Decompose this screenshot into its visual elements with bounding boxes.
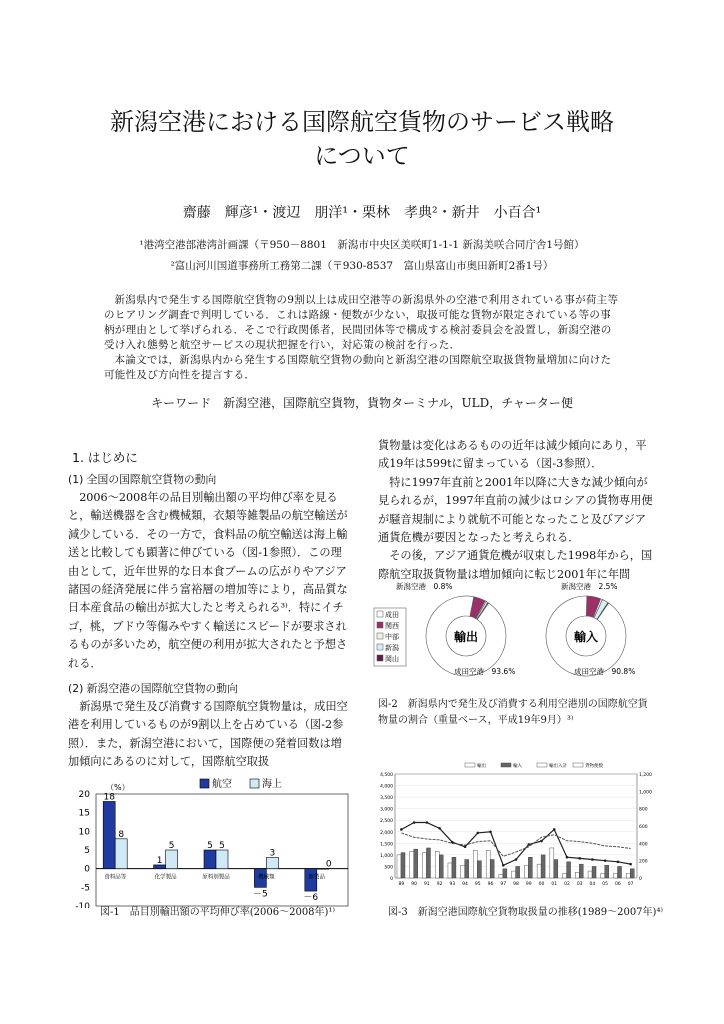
bar-import bbox=[401, 853, 405, 878]
point-total bbox=[553, 828, 556, 831]
point-total bbox=[566, 856, 569, 859]
legend-swatch bbox=[377, 644, 383, 650]
paragraph: 新潟県で発生及び消費する国際航空貨物量は，成田空港を利用しているものが9割以上を占めている（図-2参照）．また，新潟空港において，国際便の発着回数は増加傾向にあるのに対して，国際航空取扱 bbox=[68, 700, 348, 769]
paragraph: その後，アジア通貨危機が収束した1998年から，国際航空取扱貨物量は増加傾向に転じ2001年に年間 bbox=[378, 549, 653, 581]
x-tick-label: 03 bbox=[576, 882, 583, 887]
x-tick-label: 93 bbox=[449, 882, 456, 887]
fig3-combo-chart bbox=[375, 760, 665, 890]
category-label: 機械類 bbox=[258, 874, 275, 881]
body-text-sub2 bbox=[68, 698, 350, 772]
bar-value-label: 1 bbox=[156, 855, 163, 866]
section-heading-intro: 1. はじめに bbox=[72, 450, 138, 465]
plot-frame bbox=[395, 774, 637, 878]
bar-import bbox=[477, 861, 481, 878]
fig3-caption: 図-3 新潟空港国際航空貨物取扱量の推移(1989～2007年)⁴⁾ bbox=[388, 907, 663, 918]
page-title-line2: について bbox=[314, 142, 410, 170]
keywords: キーワード 新潟空港，国際航空貨物，貨物ターミナル，ULD，チャーター便 bbox=[151, 396, 573, 410]
bar-export bbox=[537, 864, 541, 878]
x-tick-label: 94 bbox=[462, 882, 468, 887]
authors: 齋藤 輝彦¹・渡辺 朋洋¹・栗林 孝典²・新井 小百合¹ bbox=[182, 205, 542, 221]
x-tick-label: 97 bbox=[500, 882, 507, 887]
x-tick-label: 98 bbox=[513, 882, 519, 887]
y-tick-left: 2,000 bbox=[380, 830, 393, 836]
fig1-bar-chart bbox=[60, 776, 350, 908]
point-total bbox=[476, 832, 479, 835]
y-tick-right: 200 bbox=[639, 859, 648, 865]
abstract bbox=[104, 293, 620, 383]
bar-import bbox=[630, 869, 634, 878]
legend-swatch bbox=[537, 763, 547, 767]
point-total bbox=[515, 858, 518, 861]
y-tick-label: -10 bbox=[75, 902, 90, 908]
bar-export bbox=[397, 855, 401, 878]
bar-import bbox=[439, 855, 443, 878]
fig1-caption: 図-1 品目別輸出額の平均伸び率(2006～2008年)¹⁾ bbox=[100, 907, 335, 918]
y-tick-left: 0 bbox=[390, 877, 393, 882]
bar-import bbox=[579, 864, 583, 878]
y-tick-label: 10 bbox=[78, 827, 90, 838]
pie-annotation-top: 新潟空港 0.8% bbox=[396, 582, 453, 591]
legend-label: 輸入 bbox=[513, 764, 522, 769]
abstract-paragraph-2: 本論文では，新潟県内から発生する国際航空貨物の動向と新潟空港の国際航空取扱貨物量増加に向けた可能性及び方向性を提言する． bbox=[104, 354, 612, 381]
point-total bbox=[502, 864, 505, 867]
point-total bbox=[413, 821, 416, 824]
y-tick-left: 2,500 bbox=[380, 819, 393, 825]
bar-export bbox=[448, 863, 452, 878]
bar-海上 bbox=[216, 850, 228, 869]
bar-import bbox=[528, 857, 532, 878]
x-tick-label: 90 bbox=[411, 882, 417, 887]
fig2-pie-charts bbox=[372, 578, 664, 684]
y-tick-right: 800 bbox=[639, 807, 648, 813]
legend-label: 新潟 bbox=[385, 644, 399, 652]
point-total bbox=[617, 861, 620, 864]
bar-import bbox=[567, 862, 571, 878]
pie-center-label: 輸入 bbox=[573, 630, 599, 644]
point-total bbox=[451, 841, 454, 844]
pie-annotation-bottom: 成田空港 90.8% bbox=[574, 667, 636, 676]
bar-export bbox=[601, 873, 605, 878]
y-tick-right: 1,200 bbox=[639, 773, 652, 778]
y-tick-label: 15 bbox=[78, 808, 90, 819]
bar-海上 bbox=[115, 839, 127, 869]
bar-value-label: －6 bbox=[303, 893, 319, 904]
x-tick-label: 96 bbox=[487, 882, 494, 887]
paragraph: 特に1997年直前と2001年以降に大きな減少傾向が見られるが，1997年直前の減少はロシアの貨物専用便が騒音規制により就航不可能となったこと及びアジア通貨危機が要因となったと考えられる． bbox=[378, 475, 653, 545]
bar-航空 bbox=[204, 850, 216, 869]
bar-value-label: 5 bbox=[207, 841, 213, 851]
legend-swatch bbox=[377, 655, 383, 661]
y-tick-label: 0 bbox=[84, 864, 90, 875]
bar-import bbox=[414, 849, 418, 878]
y-tick-label: -5 bbox=[81, 883, 90, 894]
subsection-heading-1: (1) 全国の国際航空貨物の動向 bbox=[68, 473, 217, 486]
bar-export bbox=[588, 871, 592, 878]
y-tick-label: 5 bbox=[84, 846, 90, 856]
legend-label: 航空 bbox=[212, 779, 232, 790]
bar-value-label: 5 bbox=[168, 841, 175, 851]
pie-annotation-top: 新潟空港 2.5% bbox=[561, 582, 618, 591]
paragraph: 貨物量は変化はあるものの近年は減少傾向にあり，平成19年は599tに留まっている（図-3参照）． bbox=[378, 439, 647, 471]
y-tick-right: 400 bbox=[639, 842, 648, 848]
bar-海上 bbox=[266, 857, 278, 868]
point-total bbox=[604, 859, 607, 862]
point-total bbox=[629, 863, 632, 866]
fig2-caption: 図-2 新潟県内で発生及び消費する利用空港別の国際航空貨物量の割合（重量ベース，平成19年9月）³⁾ bbox=[378, 699, 648, 726]
y-tick-left: 1,500 bbox=[380, 842, 393, 848]
y-tick-right: 1,000 bbox=[639, 790, 652, 796]
point-total bbox=[527, 843, 530, 846]
bar-export bbox=[550, 848, 554, 878]
category-label: 雑製品 bbox=[308, 874, 326, 881]
x-tick-label: 05 bbox=[602, 882, 609, 887]
y-tick-label: 20 bbox=[78, 790, 90, 800]
legend-swatch bbox=[465, 763, 475, 767]
abstract-paragraph-1: 新潟県内で発生する国際航空貨物の9割以上は成田空港等の新潟県外の空港で利用されている事が荷主等のヒアリング調査で判明している．これは路線・便数が少ない，取扱可能な貨物が限定されている等の事柄が理由として挙げられる．そこで行政関係者，民間団体等で構成する検討委員会を設置し，新潟空港の受け入れ態勢と航空サービスの現状把握を行い，対応策の検討を行った． bbox=[104, 294, 619, 351]
x-tick-label: 91 bbox=[423, 882, 430, 887]
bar-import bbox=[541, 855, 545, 878]
category-label: 化学製品 bbox=[154, 874, 177, 881]
subsection-heading-2: (2) 新潟空港の国際航空貨物の動向 bbox=[68, 682, 238, 695]
bar-value-label: 0 bbox=[325, 859, 332, 870]
y-tick-left: 4,500 bbox=[380, 773, 393, 778]
bar-import bbox=[490, 860, 494, 878]
point-total bbox=[591, 858, 594, 861]
affiliation-1: ¹港湾空港部港湾計画課（〒950－8801 新潟市中央区美咲町1-1-1 新潟美咲合同庁舎1号館） bbox=[139, 239, 585, 251]
legend-swatch bbox=[377, 633, 383, 639]
bar-value-label: 8 bbox=[118, 829, 125, 840]
bar-import bbox=[605, 865, 609, 878]
bar-export bbox=[435, 851, 439, 878]
bar-export bbox=[422, 853, 426, 878]
point-total bbox=[400, 828, 403, 831]
point-total bbox=[426, 821, 429, 824]
point-total bbox=[578, 857, 581, 860]
x-tick-label: 01 bbox=[551, 882, 558, 887]
legend-swatch bbox=[377, 611, 383, 617]
legend-swatch bbox=[377, 622, 383, 628]
pie-center-label: 輸出 bbox=[453, 630, 479, 644]
category-label: 食料品等 bbox=[104, 874, 127, 881]
x-tick-label: 02 bbox=[564, 882, 570, 887]
y-tick-left: 3,500 bbox=[380, 796, 393, 802]
x-tick-label: 04 bbox=[589, 882, 596, 887]
bar-import bbox=[426, 848, 430, 878]
paragraph: 2006～2008年の品目別輸出額の平均伸び率を見ると，輸送機器を含む機械類，衣類等雑製品の航空輸送が減少している．その一方で，食料品の航空輸送は海上輸送と比較しても顕著に伸びている（図-1参照）．この理由として，近年世界的な日本食ブームの広がりやアジア諸国の経済発展に伴う富裕層の増加等により，高品質な日本産食品の輸出が拡大したと考えられる³⁾．特にイチゴ，桃，ブドウ等傷みやすく輸送にスピードが要求されるものが多いため，航空便の利用が拡大されたと予想される． bbox=[68, 491, 348, 670]
point-total bbox=[464, 846, 467, 849]
bar-export bbox=[563, 873, 567, 878]
bar-export bbox=[473, 850, 477, 878]
legend-label: 成田 bbox=[385, 611, 399, 619]
x-tick-label: 07 bbox=[627, 882, 634, 887]
y-axis-label: （%） bbox=[106, 783, 130, 792]
bar-export bbox=[486, 850, 490, 878]
bar-import bbox=[503, 869, 507, 878]
bar-export bbox=[410, 851, 414, 878]
legend-swatch bbox=[501, 763, 511, 767]
affiliation-2: ²富山河川国道事務所工務第二課（〒930-8537 富山県富山市奥田新町2番1号） bbox=[170, 260, 554, 272]
bar-海上 bbox=[166, 850, 178, 869]
y-tick-left: 1,000 bbox=[380, 853, 393, 859]
body-text-sub1 bbox=[68, 489, 350, 673]
bar-import bbox=[618, 866, 622, 878]
legend-label: 貨物便数 bbox=[585, 764, 603, 769]
bar-import bbox=[465, 860, 469, 878]
pie-annotation-bottom: 成田空港 93.6% bbox=[454, 667, 516, 676]
legend-swatch bbox=[200, 779, 209, 788]
legend-label: 海上 bbox=[262, 779, 282, 790]
bar-import bbox=[516, 866, 520, 878]
point-total bbox=[438, 827, 441, 830]
bar-export bbox=[614, 873, 618, 878]
bar-value-label: －5 bbox=[253, 889, 268, 900]
bar-export bbox=[575, 872, 579, 878]
legend-label: 輸出入計 bbox=[549, 764, 567, 769]
y-tick-right: 0 bbox=[639, 877, 642, 882]
legend-swatch bbox=[250, 779, 259, 788]
y-tick-left: 3,000 bbox=[380, 807, 393, 813]
legend-label: 関西 bbox=[385, 622, 399, 630]
page-title-line1: 新潟空港における国際航空貨物のサービス戦略 bbox=[110, 108, 614, 136]
x-tick-label: 06 bbox=[615, 882, 621, 887]
bar-export bbox=[524, 865, 528, 878]
x-tick-label: 99 bbox=[525, 882, 532, 887]
bar-import bbox=[554, 860, 558, 878]
bar-value-label: 18 bbox=[103, 792, 115, 803]
bar-import bbox=[592, 866, 596, 878]
y-tick-left: 4,000 bbox=[380, 784, 393, 790]
bar-航空 bbox=[103, 801, 115, 868]
x-tick-label: 00 bbox=[538, 882, 545, 887]
legend-label: 中部 bbox=[385, 633, 399, 641]
y-tick-right: 600 bbox=[639, 825, 648, 830]
legend-label: 岡山 bbox=[385, 655, 399, 663]
x-tick-label: 92 bbox=[436, 882, 443, 887]
bar-import bbox=[452, 857, 456, 878]
bar-export bbox=[512, 871, 516, 878]
bar-value-label: 3 bbox=[269, 848, 276, 859]
legend-label: 輸出 bbox=[477, 764, 486, 769]
category-label: 原料別製品 bbox=[202, 874, 230, 881]
y-tick-left: 500 bbox=[384, 865, 393, 871]
bar-export bbox=[626, 873, 630, 878]
x-tick-label: 95 bbox=[474, 882, 481, 887]
bar-export bbox=[499, 875, 503, 878]
body-text-right bbox=[378, 437, 654, 584]
point-total bbox=[540, 840, 543, 843]
bar-value-label: 5 bbox=[219, 841, 225, 851]
bar-export bbox=[461, 865, 465, 878]
point-total bbox=[489, 830, 492, 833]
x-tick-label: 89 bbox=[398, 882, 405, 887]
legend-swatch bbox=[573, 763, 583, 767]
